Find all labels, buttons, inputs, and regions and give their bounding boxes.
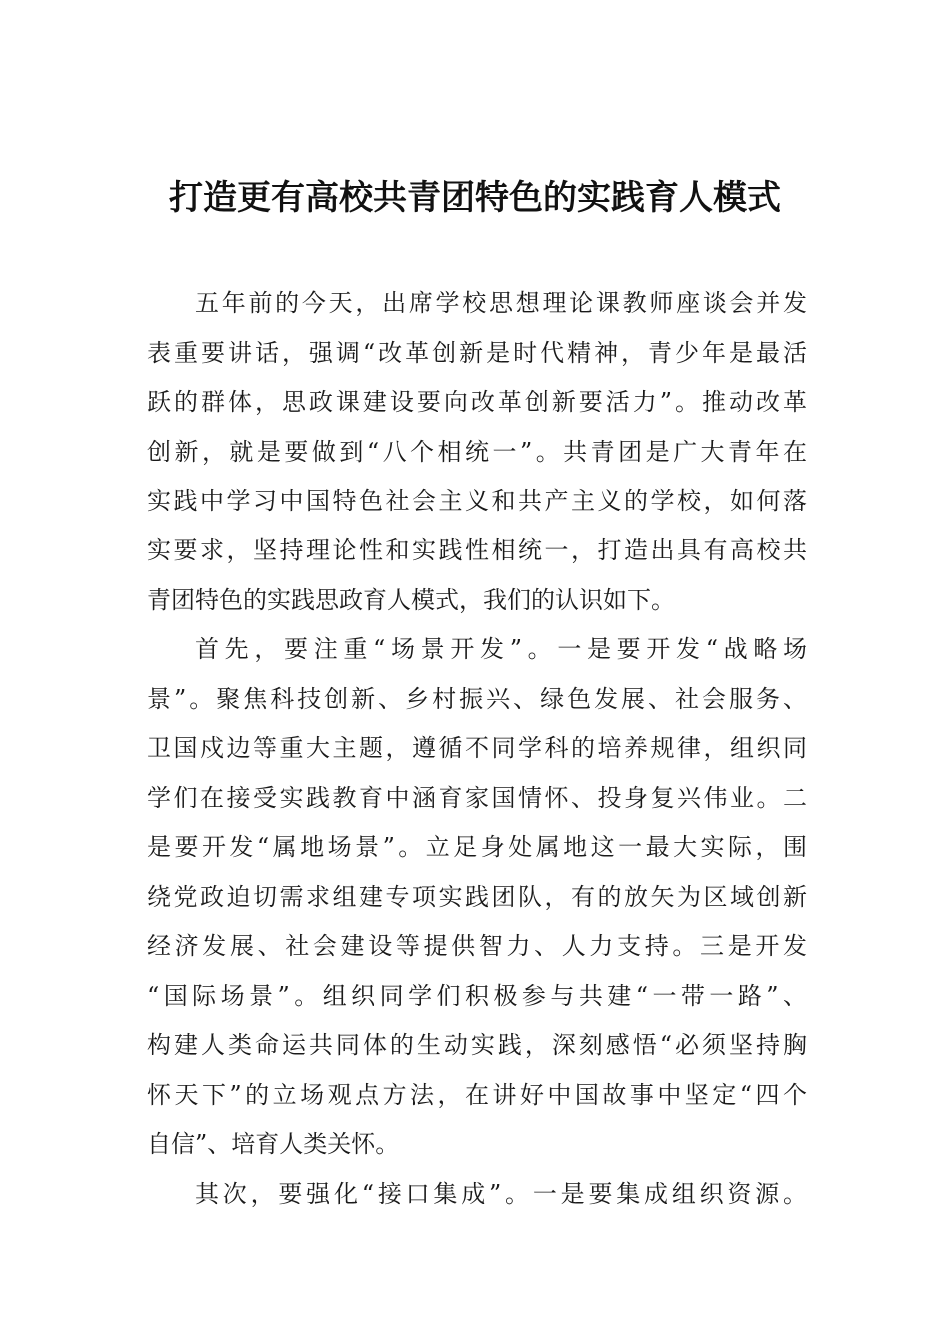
body-line: 其次，要强化“接口集成”。一是要集成组织资源。 bbox=[195, 1180, 807, 1208]
body-line: 学们在接受实践教育中涵育家国情怀、投身复兴伟业。二 bbox=[147, 784, 807, 812]
body-line: 景”。聚焦科技创新、乡村振兴、绿色发展、社会服务、 bbox=[147, 685, 807, 713]
body-line: 首先，要注重“场景开发”。一是要开发“战略场 bbox=[195, 635, 807, 663]
body-line: 五年前的今天，出席学校思想理论课教师座谈会并发 bbox=[195, 289, 807, 317]
body-line: 实践中学习中国特色社会主义和共产主义的学校，如何落 bbox=[147, 487, 807, 515]
body-line: 绕党政迫切需求组建专项实践团队，有的放矢为区域创新 bbox=[147, 883, 807, 911]
body-line: 自信”、培育人类关怀。 bbox=[147, 1130, 400, 1158]
body-line: 青团特色的实践思政育人模式，我们的认识如下。 bbox=[147, 586, 675, 614]
body-line: 表重要讲话，强调“改革创新是时代精神，青少年是最活 bbox=[147, 339, 807, 367]
body-line: 是要开发“属地场景”。立足身处属地这一最大实际，围 bbox=[147, 833, 807, 861]
body-line: 卫国戍边等重大主题，遵循不同学科的培养规律，组织同 bbox=[147, 734, 807, 762]
body-line: 经济发展、社会建设等提供智力、人力支持。三是开发 bbox=[147, 932, 807, 960]
body-line: 创新，就是要做到“八个相统一”。共青团是广大青年在 bbox=[147, 438, 807, 466]
body-line: 实要求，坚持理论性和实践性相统一，打造出具有高校共 bbox=[147, 536, 807, 564]
document-title: 打造更有高校共青团特色的实践育人模式 bbox=[169, 178, 781, 218]
body-line: 怀天下”的立场观点方法，在讲好中国故事中坚定“四个 bbox=[147, 1081, 807, 1109]
body-line: 跃的群体，思政课建设要向改革创新要活力”。推动改革 bbox=[147, 388, 807, 416]
body-line: “国际场景”。组织同学们积极参与共建“一带一路”、 bbox=[147, 982, 807, 1010]
body-line: 构建人类命运共同体的生动实践，深刻感悟“必须坚持胸 bbox=[147, 1031, 807, 1059]
